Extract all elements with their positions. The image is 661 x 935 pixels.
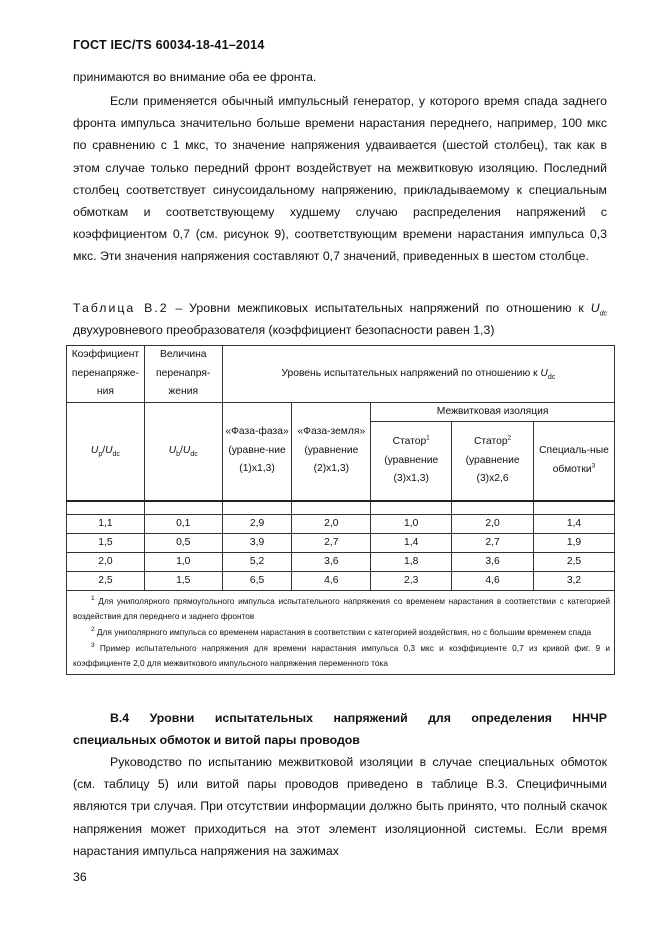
document-header: ГОСТ IEC/TS 60034-18-41–2014 bbox=[73, 38, 265, 52]
table-caption-label: Таблица В.2 bbox=[73, 301, 169, 315]
header-stator2: Статор$^2$ (уравнение (3)х2,6 bbox=[452, 422, 534, 501]
section-body: Руководство по испытанию межвитковой изоляции в случае специальных обмоток (см. таблицу 5) или витой пары проводов приведено в таблице В.3. Специфичными являются три случая. При отсутствии информации должно быть принято, что полный скачок напряжения может приходиться на этот элемент изоляционной системы. Если время нарастания импульса напряжения на зажимах bbox=[73, 755, 607, 858]
footnote-3: $^3$ Пример испытательного напряжения для времени нарастания импульса 0,3 мкс и коэффициенте 0,7 из кривой фиг. 9 и коэффициенте 2,0 для межвиткового импульсного напряжения переменного тока bbox=[73, 642, 610, 668]
footnote-2: $^2$ Для униполярного импульса со временем нарастания в соответствии с категорией воздействия, но с большим временем спада bbox=[91, 626, 592, 637]
header-stator1: Статор$^1$ (уравнение (3)х1,3) bbox=[371, 422, 452, 501]
table-row: 1,5 0,5 3,9 2,7 1,4 2,7 1,9 bbox=[67, 534, 615, 553]
page-number: 36 bbox=[73, 870, 87, 884]
table-footnotes bbox=[67, 591, 615, 675]
header-coefficient: Коэффициент перенапряже-ния bbox=[67, 346, 145, 403]
paragraph-generator: Если применяется обычный импульсный генератор, у которого время спада заднего фронта импульса значительно больше времени нарастания переднего, например, 100 мкс по сравнению с 1 мкс, то значение напряжения удваивается (шестой столбец), так как в этом случае только передний фронт воздействует на межвитковую изоляцию. Последний столбец соответствует синусоидальному напряжению, прикладываемому к специальным обмоткам и соответствующему худшему случаю распределения напряжений с коэффициентом 0,7 (см. рисунок 9), соответствующим времени нарастания импульса 0,3 мкс. Эти значения напряжения составляют 0,7 значений, приведенных в шестом столбце. bbox=[73, 94, 607, 264]
header-level: Уровень испытательных напряжений по отношению к $U_{dc}$ bbox=[222, 346, 614, 403]
header-ub-udc: $U_b/U_{dc}$ bbox=[144, 402, 222, 501]
table-caption: Таблица В.2 – Уровни межпиковых испытательных напряжений по отношению к $U_{dc}$ двухуровневого преобразователя (коэффициент безопасности равен 1,3) bbox=[73, 301, 607, 338]
footnote-1: $^1$ Для униполярного прямоугольного импульса испытательного напряжения со временем нарастания в соответствии с категорией воздействия для переднего и заднего фронтов bbox=[73, 595, 610, 621]
table-row: 2,5 1,5 6,5 4,6 2,3 4,6 3,2 bbox=[67, 572, 615, 591]
header-turn-insulation: Межвитковая изоляция bbox=[371, 402, 615, 422]
header-phase-earth: «Фаза-земля» (уравнение (2)х1,3) bbox=[292, 402, 371, 501]
table-row: 1,1 0,1 2,9 2,0 1,0 2,0 1,4 bbox=[67, 515, 615, 534]
header-magnitude: Величина перенапря-жения bbox=[144, 346, 222, 403]
paragraph-continuation: принимаются во внимание оба ее фронта. bbox=[73, 70, 317, 84]
voltage-levels-table bbox=[66, 345, 615, 675]
header-up-udc: $U_p/U_{dc}$ bbox=[67, 402, 145, 501]
header-special-windings: Специаль-ные обмотки$^3$ bbox=[534, 422, 615, 501]
header-phase-phase: «Фаза-фаза» (уравне-ние (1)х1,3) bbox=[222, 402, 292, 501]
section-heading: В.4 Уровни испытательных напряжений для определения ННЧР специальных обмоток и витой пары проводов bbox=[73, 711, 607, 747]
table-row: 2,0 1,0 5,2 3,6 1,8 3,6 2,5 bbox=[67, 553, 615, 572]
